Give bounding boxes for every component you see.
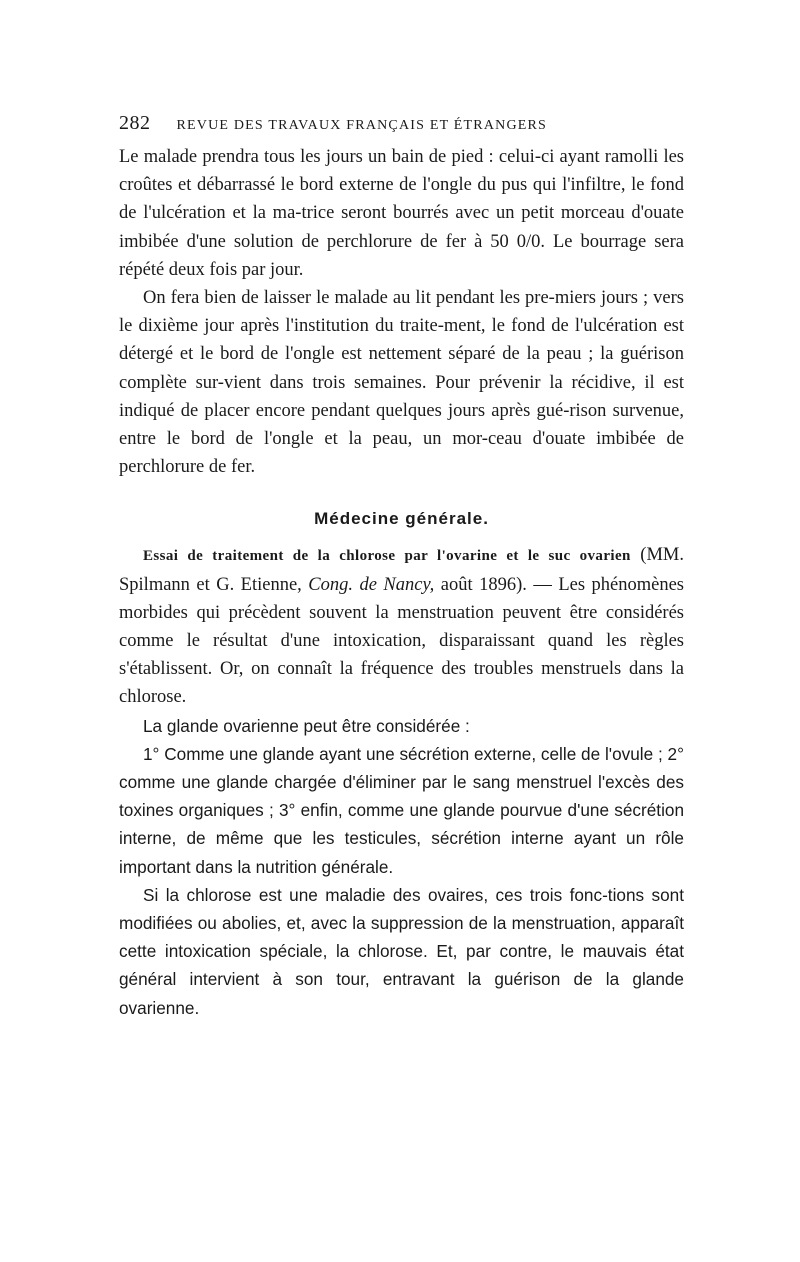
article-heading: Essai de traitement de la chlorose par l'ovarine et le suc ovarien bbox=[143, 548, 631, 565]
paragraph-bed-rest: On fera bien de laisser le malade au lit pendant les pre-miers jours ; vers le dixième jour après l'institution du traite-ment, le fond de l'ulcération est détergé et le bord de l'ongle est nettement séparé de la peau ; la guérison complète sur-vient dans trois semaines. Pour prévenir la récidive, il est indiqué de placer encore pendant quelques jours après gué-rison survenue, entre le bord de l'ongle et la peau, un mor-ceau d'ouate imbibée de perchlorure de fer. bbox=[119, 288, 684, 478]
page-number: 282 bbox=[119, 112, 151, 134]
article-authors: (MM. Spilmann et G. Etienne, bbox=[119, 545, 684, 595]
paragraph-foot-bath: Le malade prendra tous les jours un bain de pied : celui-ci ayant ramolli les croûtes et débarrassé le bord externe de l'ongle du pus qui l'infiltre, le fond de l'ulcération et la ma-trice seront bourrés avec un petit morceau d'ouate imbibée d'une solution de perchlorure de fer à 50 0/0. Le bourrage sera répété deux fois par jour. bbox=[119, 147, 684, 280]
section-title: Médecine générale. bbox=[314, 509, 489, 529]
running-title: REVUE DES TRAVAUX FRANÇAIS ET ÉTRANGERS bbox=[176, 118, 548, 133]
page bbox=[119, 112, 684, 1022]
paragraph-chlorosis: Si la chlorose est une maladie des ovaires, ces trois fonc-tions sont modifiées ou abolies, et, avec la suppression de la menstruation, apparaît cette intoxication spéciale, la chlorose. Et, par contre, le mauvais état général intervient à son tour, entravant la guérison de la glande ovarienne. bbox=[119, 884, 684, 1018]
paragraph-secretions: 1° Comme une glande ayant une sécrétion externe, celle de l'ovule ; 2° comme une glande chargée d'éliminer par le sang menstruel l'excès des toxines organiques ; 3° enfin, comme une glande pourvue d'une sécrétion interne, de même que les testicules, sécrétion interne ayant un rôle important dans la nutrition générale. bbox=[119, 743, 684, 877]
paragraph-ovarian-gland: La glande ovarienne peut être considérée : bbox=[143, 715, 470, 736]
article-text: août 1896). — Les phénomènes morbides qui précèdent souvent la menstruation peuvent être considérés comme le résultat d'une intoxication, disparaissant quand les règles s'établissent. Or, on connaît la fréquence des troubles menstruels dans la chlorose. bbox=[119, 574, 684, 708]
running-head bbox=[119, 112, 684, 135]
article-intro-paragraph bbox=[119, 541, 684, 711]
article-source: Cong. de Nancy, bbox=[308, 574, 435, 595]
